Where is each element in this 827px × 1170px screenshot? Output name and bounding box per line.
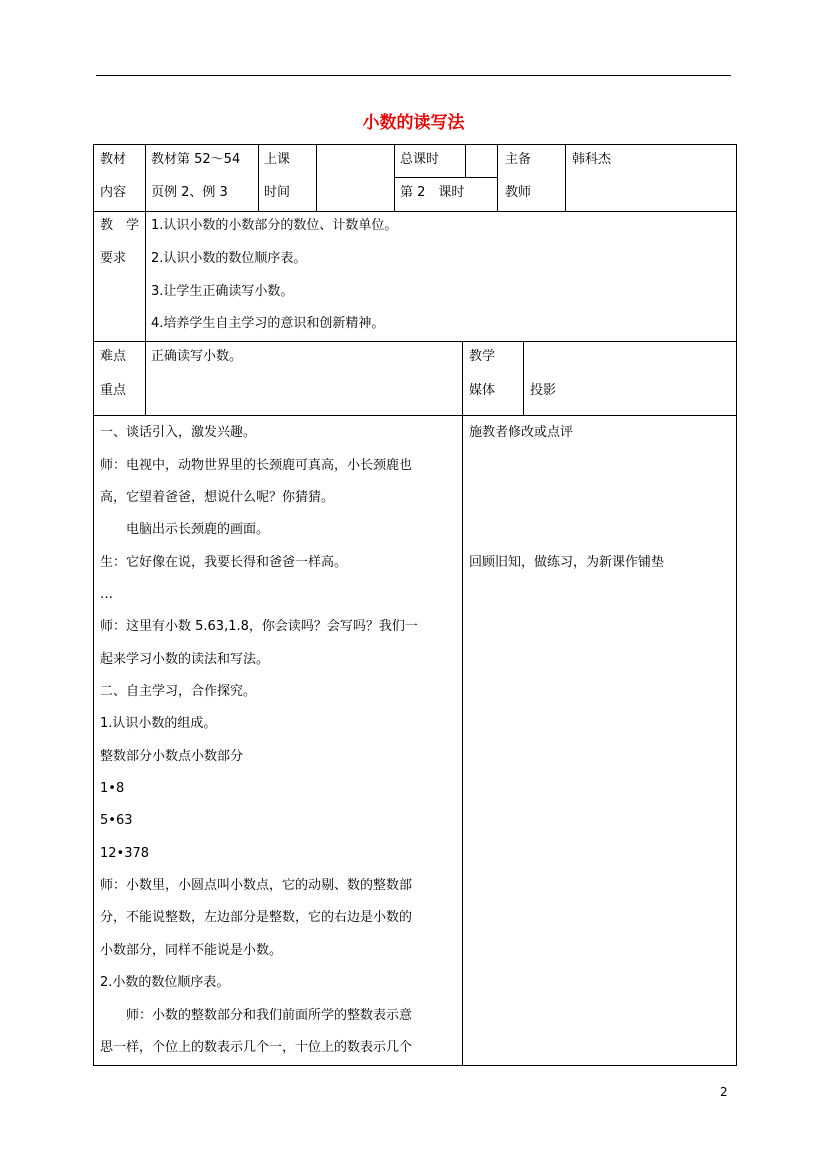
process-line: 整数部分小数点小数部分 xyxy=(100,749,244,764)
process-line: 师：小数里，小圆点叫小数点，它的动剔、数的整数部 xyxy=(100,878,413,893)
header-rule xyxy=(96,75,731,76)
process-line: 师：小数的整数部分和我们前面所学的整数表示意 xyxy=(100,1008,413,1023)
col-divider xyxy=(316,144,317,211)
media-value: 投影 xyxy=(530,383,557,398)
jiaocai-value-1: 教材第 52～54 xyxy=(151,152,241,167)
zhubei-label-1: 主备 xyxy=(505,152,532,167)
zongkeshi-label: 总课时 xyxy=(400,152,440,167)
side-note-header: 施教者修改或点评 xyxy=(469,425,574,440)
col-divider xyxy=(145,144,146,415)
col-divider xyxy=(565,144,566,211)
col-divider xyxy=(465,144,466,177)
process-line: 二、自主学习，合作探究。 xyxy=(100,684,257,699)
requirements-label-2: 要求 xyxy=(100,251,127,266)
process-line: 高，它望着爸爸，想说什么呢？你猜猜。 xyxy=(100,490,335,505)
key-points-value: 正确读写小数。 xyxy=(151,349,243,364)
lesson-plan-table xyxy=(93,144,737,1066)
row-divider xyxy=(93,211,737,212)
col-divider xyxy=(497,144,498,211)
process-line: 5•63 xyxy=(100,813,133,828)
process-line: 电脑出示长颈鹿的画面。 xyxy=(100,522,270,537)
cell-divider xyxy=(394,177,497,178)
col-divider xyxy=(523,341,524,415)
process-line: 1•8 xyxy=(100,781,125,796)
process-line: 师：这里有小数 5.63,1.8，你会读吗？会写吗？我们一 xyxy=(100,619,418,634)
process-line: 生：它好像在说，我要长得和爸爸一样高。 xyxy=(100,555,348,570)
col-divider xyxy=(462,341,463,415)
process-line: 起来学习小数的读法和写法。 xyxy=(100,652,270,667)
media-label-2: 媒体 xyxy=(469,383,496,398)
jiaocai-value-2: 页例 2、例 3 xyxy=(151,185,228,200)
shangke-label-1: 上课 xyxy=(264,152,291,167)
row-divider xyxy=(93,341,737,342)
process-line: 师：电视中，动物世界里的长颈鹿可真高，小长颈鹿也 xyxy=(100,458,413,473)
requirement-item: 4.培养学生自主学习的意识和创新精神。 xyxy=(151,316,385,331)
key-points-label-2: 重点 xyxy=(100,383,127,398)
jiaocai-label-2: 内容 xyxy=(100,185,127,200)
process-line: 小数部分，同样不能说是小数。 xyxy=(100,943,283,958)
jiaocai-label-1: 教材 xyxy=(100,152,127,167)
process-line: 思一样，个位上的数表示几个一，十位上的数表示几个 xyxy=(100,1040,413,1055)
requirement-item: 2.认识小数的数位顺序表。 xyxy=(151,251,307,266)
process-line: 一、谈话引入，激发兴趣。 xyxy=(100,425,257,440)
col-divider xyxy=(258,144,259,211)
zhubei-label-2: 教师 xyxy=(505,185,532,200)
key-points-label-1: 难点 xyxy=(100,349,127,364)
process-line: 12•378 xyxy=(100,846,150,861)
requirements-label-1: 教 学 xyxy=(100,218,140,233)
shangke-label-2: 时间 xyxy=(264,185,291,200)
requirement-item: 1.认识小数的小数部分的数位、计数单位。 xyxy=(151,218,398,233)
requirement-item: 3.让学生正确读写小数。 xyxy=(151,284,294,299)
side-note: 回顾旧知，做练习，为新课作铺垫 xyxy=(469,555,665,570)
zhubei-teacher-name: 韩科杰 xyxy=(572,152,612,167)
process-line: 2.小数的数位顺序表。 xyxy=(100,975,230,990)
process-line: 分，不能说整数，左边部分是整数，它的右边是小数的 xyxy=(100,910,413,925)
document-title: 小数的读写法 xyxy=(362,113,465,133)
row-divider xyxy=(93,415,737,416)
process-line: 1.认识小数的组成。 xyxy=(100,716,217,731)
col-divider xyxy=(394,144,395,211)
media-label-1: 教学 xyxy=(469,349,496,364)
diji-keshi-label: 第 2 课时 xyxy=(400,185,465,200)
page-number: 2 xyxy=(720,1085,728,1099)
col-divider xyxy=(462,415,463,1066)
process-line: … xyxy=(100,587,113,602)
